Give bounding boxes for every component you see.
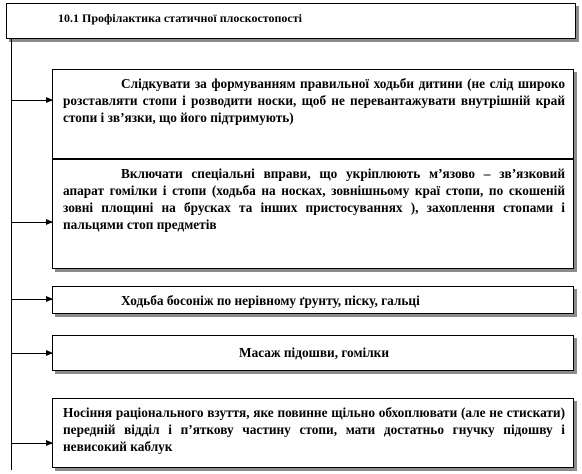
prevention-item-massage: Масаж підошви, гомілки xyxy=(52,335,574,371)
prevention-item-barefoot: Ходьба босоніж по нерівному ґрунту, піску, гальці xyxy=(52,286,574,314)
arrow-1 xyxy=(11,100,52,101)
arrow-4 xyxy=(11,353,52,354)
arrow-2 xyxy=(11,222,52,223)
arrow-3 xyxy=(11,299,52,300)
connector-trunk xyxy=(11,39,12,470)
arrow-5 xyxy=(11,443,52,444)
prevention-item-gait: Слідкувати за формуванням правильної ходьби дитини (не слід широко розставляти стопи і розводити носки, щоб не перевантажувати внутрішній край стопи і зв’язки, що його підтримують) xyxy=(52,69,574,159)
prevention-item-footwear: Носіння раціонального взуття, яке повинне щільно обхоплювати (але не стискати) передній відділ і п’яткову частину стопи, мати достатньо гнучку підошву і невисокий каблук xyxy=(52,398,574,468)
diagram-title: 10.1 Профілактика статичної плоскостопості xyxy=(6,3,576,39)
prevention-item-exercises: Включати спеціальні вправи, що укріплюють м’язово – зв’язковий апарат гомілки і стопи (ходьба на носках, зовнішньому краї стопи, по скошеній зовні площині на брусках та інших пристосуваннях ), захоплення стопами і пальцями стоп предметів xyxy=(52,159,574,269)
